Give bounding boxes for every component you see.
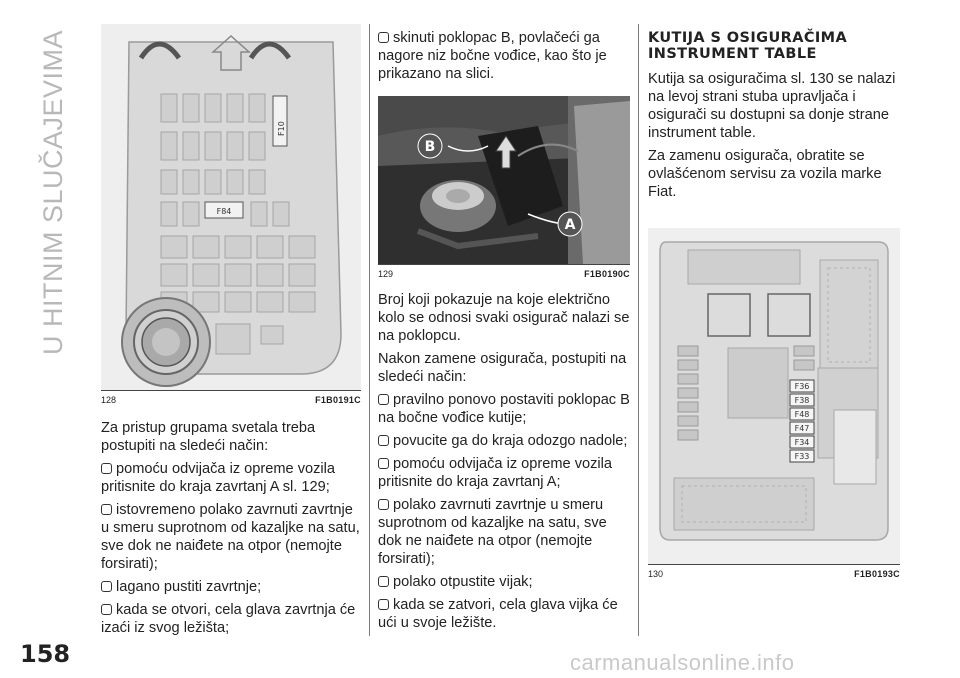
bullet-item: kada se zatvori, cela glava vijka će ući u svoje ležište.: [378, 597, 618, 631]
fuse-label-f33: F33: [794, 452, 810, 461]
figure-128: [101, 24, 361, 391]
figure-number: 130: [648, 569, 664, 579]
checkbox-bullet-icon: [378, 576, 389, 587]
checkbox-bullet-icon: [378, 394, 389, 405]
bullet-item: istovremeno polako zavrnuti zavrtnje u smeru suprotnom od kazaljke na satu, sve dok ne naiđete na otpor (nemojte forsirati);: [101, 502, 360, 572]
fuse-label-f47: F47: [794, 424, 810, 433]
fuse-box-cover-illustration: [101, 24, 361, 390]
callout-label-b: B: [424, 139, 436, 155]
checkbox-bullet-icon: [101, 463, 112, 474]
bullet-item: polako zavrnuti zavrtnje u smeru suprotnom od kazaljke na satu, sve dok ne naiđete na otpor (nemojte forsirati);: [378, 497, 607, 567]
fuse-label-f34: F34: [794, 438, 810, 447]
figure-code: F1B0193C: [854, 569, 900, 579]
watermark-text: carmanualsonline.info: [570, 650, 795, 675]
column-right: [648, 24, 900, 579]
paragraph: Kutija sa osiguračima sl. 130 se nalazi na levoj strani stuba upravljača i osigurači su dostupni sa donje strane instrument table.: [648, 71, 896, 141]
fuse-label-f48: F48: [794, 410, 810, 419]
checkbox-bullet-icon: [101, 604, 112, 615]
section-heading: [648, 30, 900, 62]
bullet-item: pomoću odvijača iz opreme vozila pritisnite do kraja zavrtanj A sl. 129;: [101, 461, 336, 495]
instrument-panel-fuse-box-illustration: [648, 228, 900, 564]
figure-130: [648, 228, 900, 565]
bullet-item: skinuti poklopac B, povlačeći ga nagore niz bočne vođice, kao što je prikazano na slici.: [378, 30, 607, 82]
fuse-label-f38: F38: [794, 396, 810, 405]
side-section-title: [38, 30, 98, 356]
page-number: 158: [20, 640, 71, 668]
figure-130-caption: [648, 565, 900, 579]
paragraph: Za zamenu osigurača, obratite se ovlašćenom servisu za vozila marke Fiat.: [648, 148, 882, 200]
bullet-item: pomoću odvijača iz opreme vozila pritisnite do kraja zavrtanj A;: [378, 456, 613, 490]
fuse-label-f10: F10: [277, 121, 286, 136]
fuse-label-f36: F36: [794, 382, 810, 391]
figure-number: 129: [378, 269, 394, 279]
figure-128-caption: [101, 391, 361, 405]
checkbox-bullet-icon: [378, 435, 389, 446]
checkbox-bullet-icon: [378, 32, 389, 43]
fuse-box-photo-illustration: [378, 96, 630, 264]
bullet-item: kada se otvori, cela glava zavrtnja će izaći iz svog ležišta;: [101, 602, 356, 636]
column-divider: [369, 24, 370, 636]
paragraph: Broj koji pokazuje na koje električno kolo se odnosi svaki osigurač nalazi se na poklopcu.: [378, 292, 630, 344]
checkbox-bullet-icon: [101, 504, 112, 515]
bullet-item: povucite ga do kraja odozgo nadole;: [378, 432, 630, 450]
fuse-label-f84: F84: [216, 207, 232, 216]
figure-code: F1B0191C: [315, 395, 361, 405]
bullet-item: pravilno ponovo postaviti poklopac B na bočne vođice kutije;: [378, 392, 630, 426]
callout-label-a: A: [564, 217, 576, 233]
column-divider: [638, 24, 639, 636]
checkbox-bullet-icon: [378, 599, 389, 610]
figure-code: F1B0190C: [584, 269, 630, 279]
bullet-item: lagano pustiti zavrtnje;: [101, 578, 361, 596]
figure-129: [378, 96, 630, 265]
side-section-title-text: U HITNIM SLUČAJEVIMA: [38, 30, 68, 356]
figure-129-caption: [378, 265, 630, 279]
paragraph: Nakon zamene osigurača, postupiti na sledeći način:: [378, 351, 627, 385]
paragraph: Za pristup grupama svetala treba postupiti na sledeći način:: [101, 420, 316, 454]
column-middle: [378, 24, 630, 637]
checkbox-bullet-icon: [378, 458, 389, 469]
bullet-item: polako otpustite vijak;: [378, 573, 630, 591]
figure-number: 128: [101, 395, 117, 405]
column-left: [101, 24, 361, 642]
section-heading-line1: KUTIJA S OSIGURAČIMA: [648, 30, 848, 46]
checkbox-bullet-icon: [101, 581, 112, 592]
section-heading-line2: INSTRUMENT TABLE: [648, 46, 817, 62]
checkbox-bullet-icon: [378, 499, 389, 510]
